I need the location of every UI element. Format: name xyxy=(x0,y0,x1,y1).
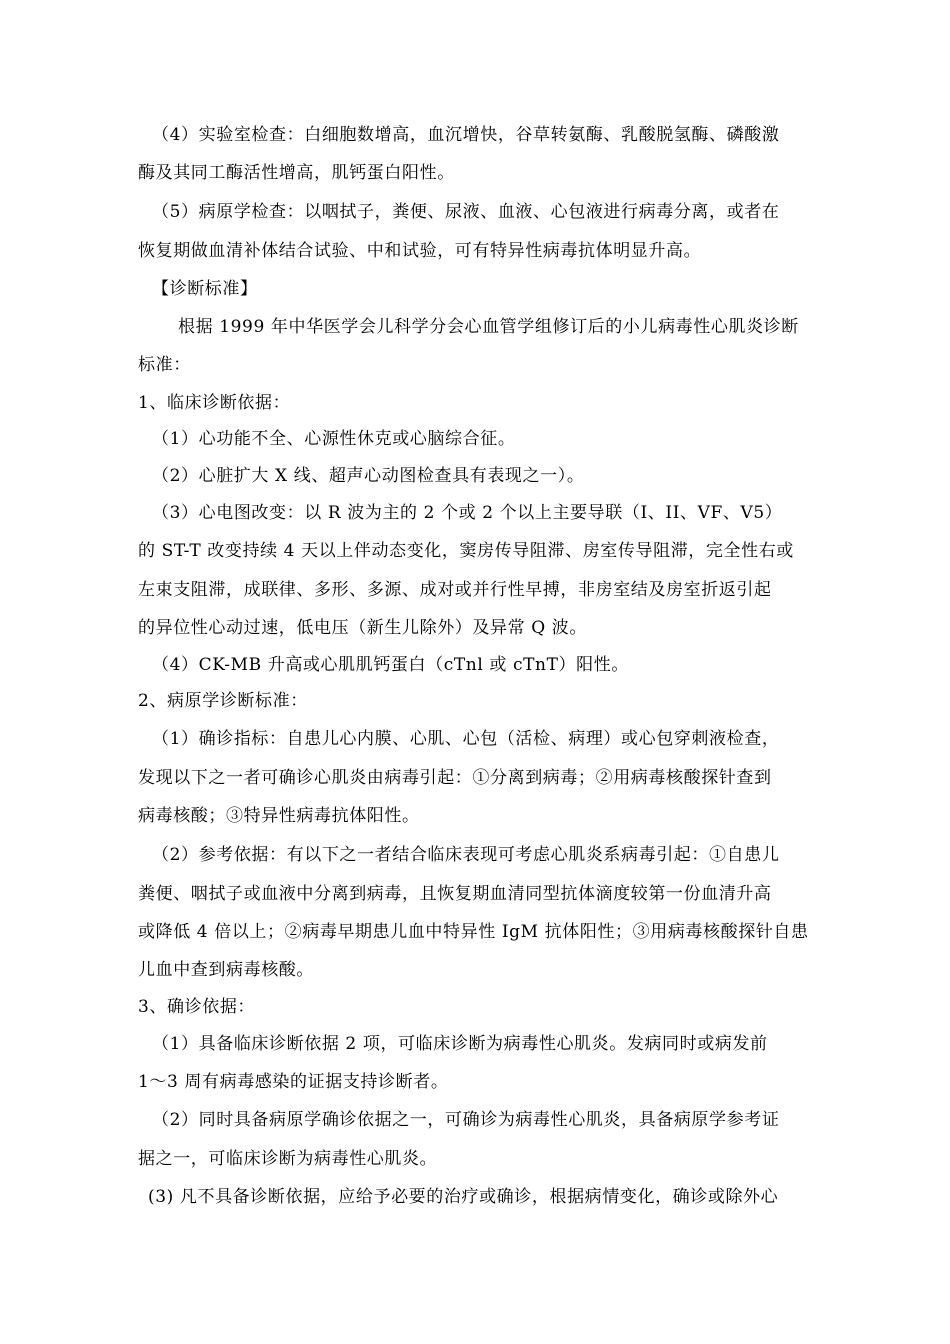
text-line: （2）心脏扩大 X 线、超声心动图检查具有表现之一）。 xyxy=(152,466,585,486)
text-line: 病毒核酸；③特异性病毒抗体阳性。 xyxy=(138,806,420,826)
text-line: （3）心电图改变：以 R 波为主的 2 个或 2 个以上主要导联（I、II、VF、V5） xyxy=(152,503,783,523)
text-line: 根据 1999 年中华医学会儿科学分会心血管学组修订后的小儿病毒性心肌炎诊断 xyxy=(178,317,799,337)
text-line: 恢复期做血清补体结合试验、中和试验，可有特异性病毒抗体明显升高。 xyxy=(138,241,702,261)
text-line: （1）具备临床诊断依据 2 项，可临床诊断为病毒性心肌炎。发病同时或病发前 xyxy=(152,1034,768,1054)
text-line: 酶及其同工酶活性增高，肌钙蛋白阳性。 xyxy=(138,163,455,183)
numbered-heading: 3、确诊依据： xyxy=(138,997,256,1017)
text-line: （4）实验室检查：白细胞数增高，血沉增快，谷草转氨酶、乳酸脱氢酶、磷酸激 xyxy=(152,125,780,145)
text-line: （4）CK-MB 升高或心肌肌钙蛋白（cTnl 或 cTnT）阳性。 xyxy=(152,655,629,675)
text-line: (3) 凡不具备诊断依据，应给予必要的治疗或确诊，根据病情变化，确诊或除外心 xyxy=(148,1187,779,1207)
text-line: （5）病原学检查：以咽拭子，粪便、尿液、血液、心包液进行病毒分离，或者在 xyxy=(152,202,780,222)
numbered-heading: 1、临床诊断依据： xyxy=(138,393,291,413)
text-line: 据之一，可临床诊断为病毒性心肌炎。 xyxy=(138,1149,438,1169)
section-heading: 【诊断标准】 xyxy=(152,279,258,299)
text-line: 儿血中查到病毒核酸。 xyxy=(138,960,314,980)
text-line: 粪便、咽拭子或血液中分离到病毒，且恢复期血清同型抗体滴度较第一份血清升高 xyxy=(138,884,772,904)
text-line: 的异位性心动过速，低电压（新生儿除外）及异常 Q 波。 xyxy=(138,618,587,638)
text-line: （1）心功能不全、心源性休克或心脑综合征。 xyxy=(152,429,516,449)
text-line: 或降低 4 倍以上；②病毒早期患儿血中特异性 IgM 抗体阳性；③用病毒核酸探针自患 xyxy=(138,922,809,942)
text-line: （2）同时具备病原学确诊依据之一，可确诊为病毒性心肌炎，具备病原学参考证 xyxy=(152,1110,780,1130)
text-line: 左束支阻滞，成联律、多形、多源、成对或并行性早搏，非房室结及房室折返引起 xyxy=(138,580,772,600)
text-line: 发现以下之一者可确诊心肌炎由病毒引起：①分离到病毒；②用病毒核酸探针查到 xyxy=(138,768,772,788)
numbered-heading: 2、病原学诊断标准： xyxy=(138,691,308,711)
text-line: （2）参考依据：有以下之一者结合临床表现可考虑心肌炎系病毒引起：①自患儿 xyxy=(152,845,780,865)
text-line: 标准： xyxy=(138,355,191,375)
text-line: （1）确诊指标：自患儿心内膜、心肌、心包（活检、病理）或心包穿刺液检查， xyxy=(152,729,780,749)
text-line: 的 ST-T 改变持续 4 天以上伴动态变化，窦房传导阻滞、房室传导阻滞，完全性右或 xyxy=(138,541,794,561)
text-line: 1～3 周有病毒感染的证据支持诊断者。 xyxy=(138,1072,449,1092)
